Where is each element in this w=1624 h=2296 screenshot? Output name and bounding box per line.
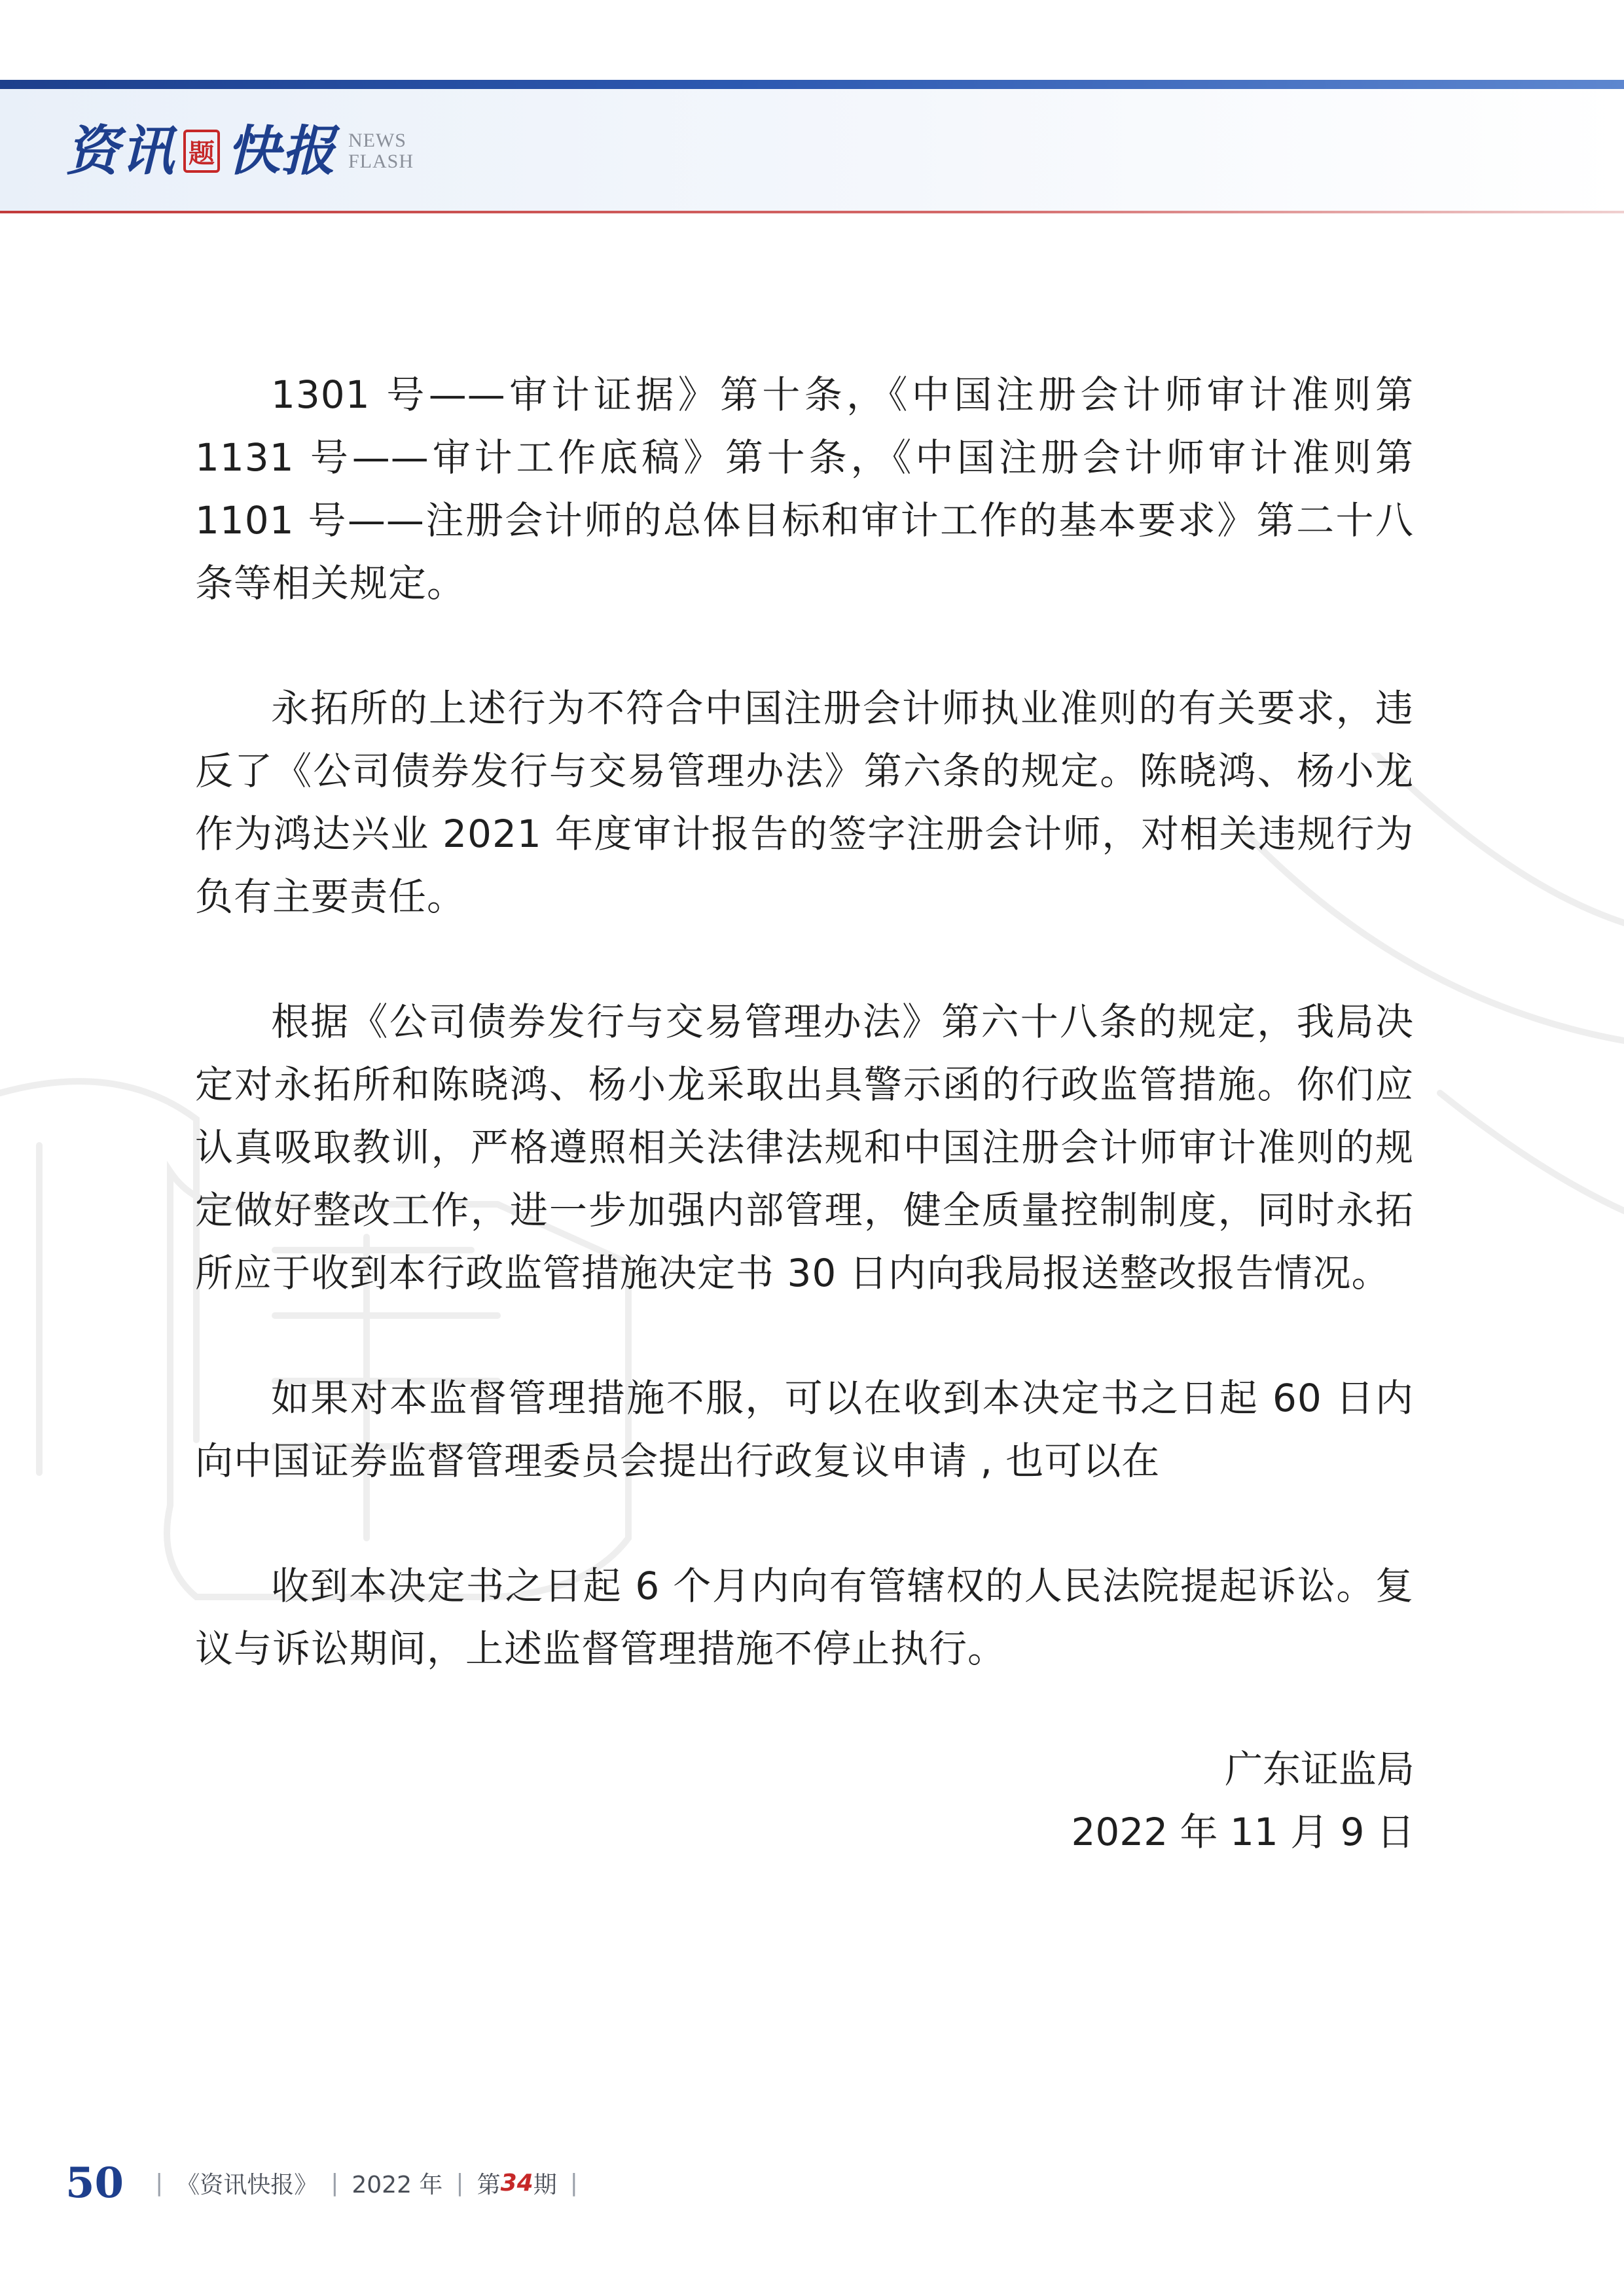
divider: | (331, 2169, 339, 2197)
paragraph: 收到本决定书之日起 6 个月内向有管辖权的人民法院提起诉讼。复议与诉讼期间，上述监督管理措施不停止执行。 (195, 1564, 1414, 1671)
publication-year: 2022 年 (352, 2171, 443, 2198)
header-top-bar (0, 80, 1624, 89)
header-red-rule (0, 211, 1624, 213)
issue-prefix: 第 (477, 2171, 501, 2198)
divider: | (569, 2169, 578, 2197)
divider: | (456, 2169, 464, 2197)
news-flash-label (348, 130, 414, 172)
document-body (195, 363, 1414, 1742)
flash-label: FLASH (348, 151, 414, 172)
masthead-title-part2: 快报 (226, 120, 336, 183)
masthead-logo (65, 115, 414, 187)
paragraph: 1301 号——审计证据》第十条，《中国注册会计师审计准则第 1131 号——审计工作底稿》第十条，《中国注册会计师审计准则第 1101 号——注册会计师的总体目标和审计工作的基本要求》第二十八条等相关规定。 (195, 372, 1414, 605)
page-number: 50 (65, 2158, 124, 2208)
publication-name: 《资讯快报》 (176, 2171, 318, 2198)
masthead-title-part1: 资讯 (65, 120, 175, 183)
signature-block (1072, 1738, 1415, 1863)
paragraph: 如果对本监督管理措施不服，可以在收到本决定书之日起 60 日内向中国证券监督管理委员会提出行政复议申请 , 也可以在 (195, 1376, 1414, 1483)
issuer-name: 广东证监局 (1224, 1747, 1415, 1791)
divider: | (155, 2169, 164, 2197)
masthead-seal-icon: 题 (183, 130, 220, 173)
page-footer (65, 2153, 591, 2212)
paragraph: 根据《公司债券发行与交易管理办法》第六十八条的规定，我局决定对永拓所和陈晓鸿、杨小龙采取出具警示函的行政监管措施。你们应认真吸取教训，严格遵照相关法律法规和中国注册会计师审计准则的规定做好整改工作，进一步加强内部管理，健全质量控制制度，同时永拓所应于收到本行政监管措施决定书 30 日内向我局报送整改报告情况。 (195, 999, 1414, 1295)
paragraph: 永拓所的上述行为不符合中国注册会计师执业准则的有关要求，违反了《公司债券发行与交易管理办法》第六条的规定。陈晓鸿、杨小龙作为鸿达兴业 2021 年度审计报告的签字注册会计师，对相关违规行为负有主要责任。 (195, 686, 1414, 919)
issue-date: 2022 年 11 月 9 日 (1071, 1810, 1415, 1854)
issue-number: 34 (500, 2169, 533, 2197)
issue-suffix: 期 (533, 2171, 557, 2198)
news-label: NEWS (348, 130, 406, 151)
